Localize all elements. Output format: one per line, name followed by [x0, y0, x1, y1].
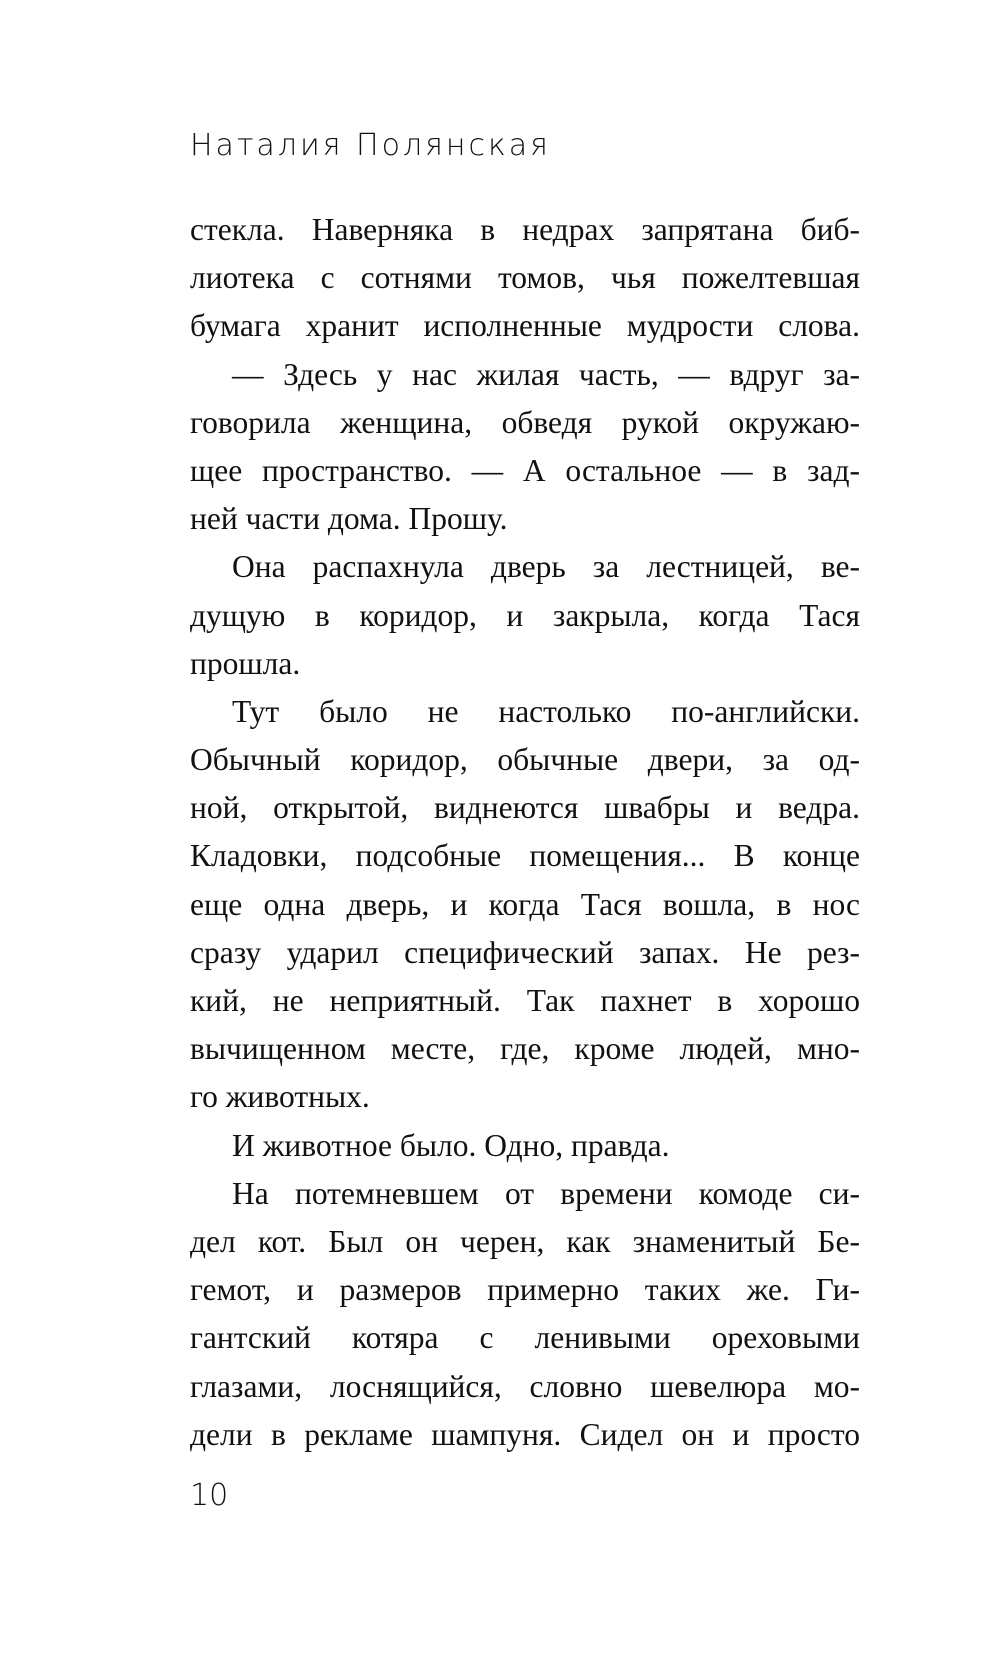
text-line: щее пространство. — А остальное — в зад-	[190, 452, 860, 488]
text-line: И животное было. Одно, правда.	[232, 1127, 670, 1163]
text-line: прошла.	[190, 645, 301, 681]
text-line: дущую в коридор, и закрыла, когда Тася	[190, 597, 860, 633]
text-line: На потемневшем от времени комоде си-	[232, 1175, 860, 1211]
text-line: Обычный коридор, обычные двери, за од-	[190, 742, 860, 778]
text-line: гантский котяра с ленивыми ореховыми	[190, 1320, 860, 1356]
text-line: говорила женщина, обведя рукой окружаю-	[190, 404, 860, 440]
text-line: ней части дома. Прошу.	[190, 501, 508, 537]
text-line: Кладовки, подсобные помещения... В конце	[190, 838, 860, 874]
text-line: — Здесь у нас жилая часть, — вдруг за-	[232, 356, 860, 392]
text-line: лиотека с сотнями томов, чья пожелтевшая	[190, 260, 860, 296]
text-line: гемот, и размеров примерно таких же. Ги-	[190, 1272, 860, 1308]
text-line: го животных.	[190, 1079, 370, 1115]
text-line: кий, не неприятный. Так пахнет в хорошо	[190, 983, 860, 1018]
text-line: Она распахнула дверь за лестницей, ве-	[232, 549, 860, 585]
text-line: стекла. Наверняка в недрах запрятана биб-	[190, 212, 860, 247]
text-line: сразу ударил специфический запах. Не рез-	[190, 934, 860, 970]
text-line: ной, открытой, виднеются швабры и ведра.	[190, 790, 860, 826]
text-line: еще одна дверь, и когда Тася вошла, в нос	[190, 886, 860, 922]
text-line: дел кот. Был он черен, как знаменитый Бе-	[190, 1223, 860, 1259]
text-line: вычищенном месте, где, кроме людей, мно-	[190, 1031, 860, 1067]
text-line: бумага хранит исполненные мудрости слова.	[190, 308, 860, 344]
text-line: Тут было не настолько по-английски.	[232, 693, 860, 729]
text-line: глазами, лоснящийся, словно шевелюра мо-	[190, 1368, 860, 1404]
text-line: дели в рекламе шампуня. Сидел он и просто	[190, 1416, 860, 1452]
body-text	[190, 206, 860, 1459]
page-number: 10	[190, 1478, 229, 1513]
running-head-author: Наталия Полянская	[190, 128, 551, 163]
